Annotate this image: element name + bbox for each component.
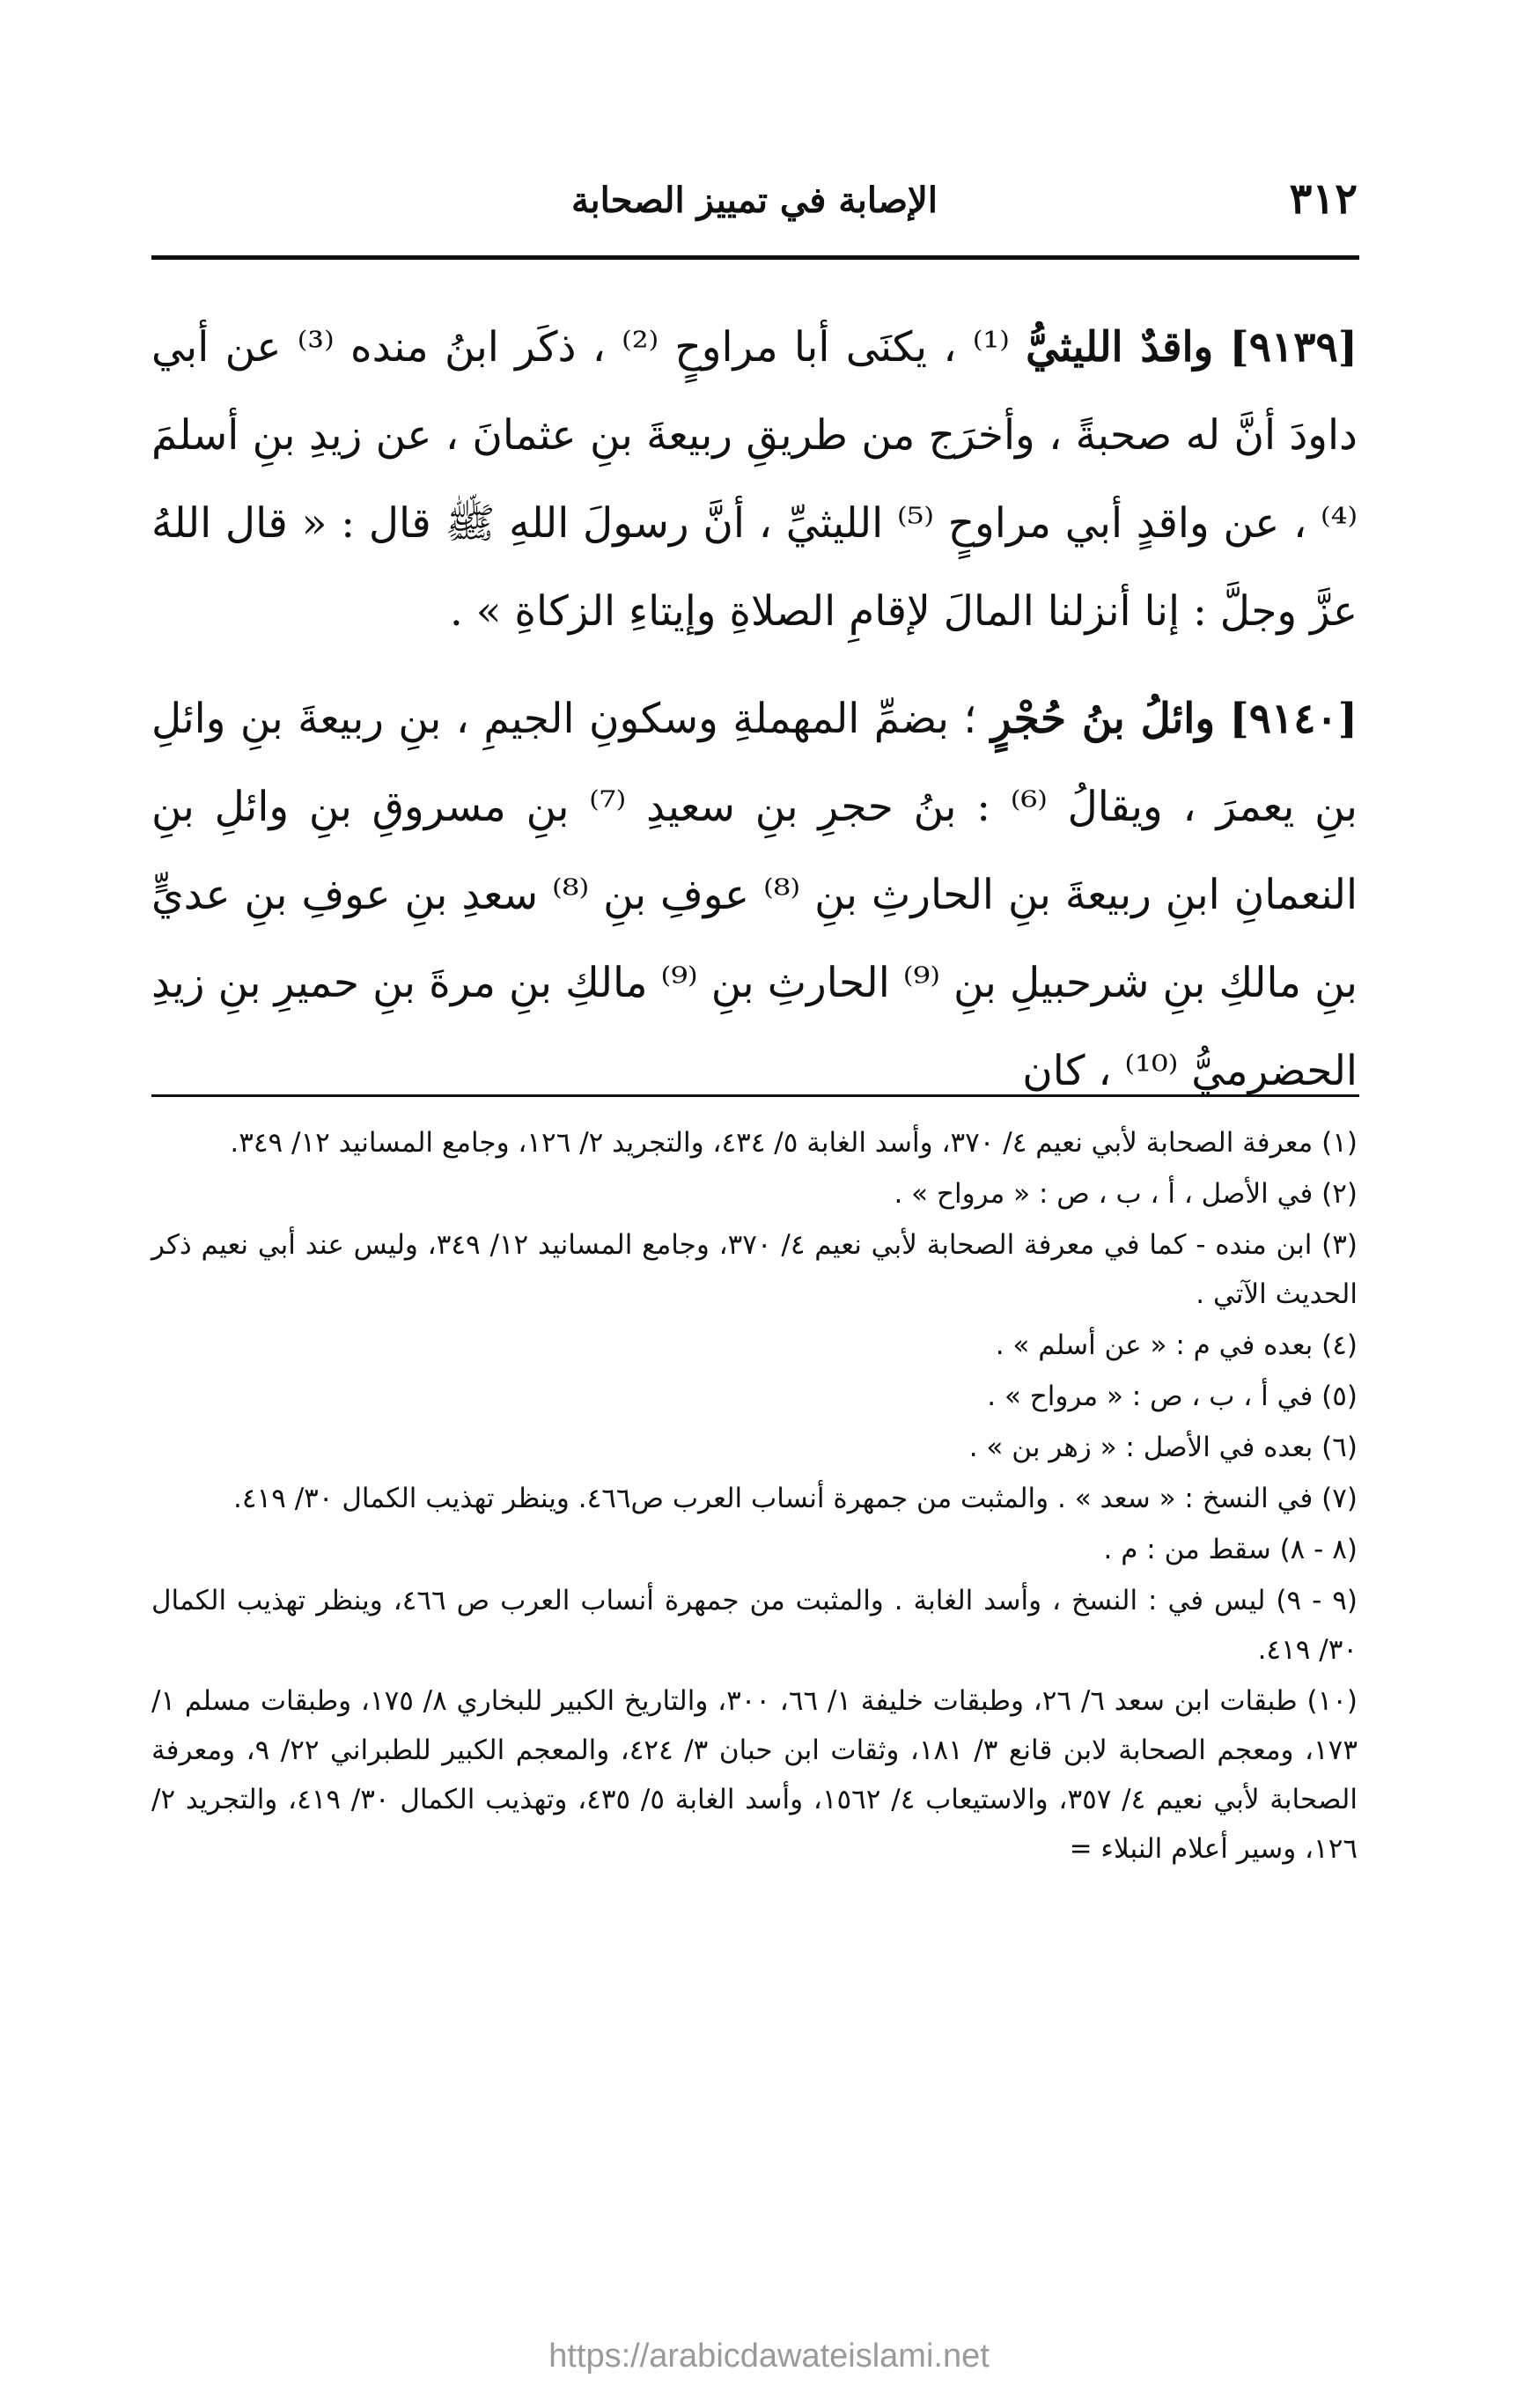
footnote: (٢) في الأصل ، أ ، ب ، ص : « مرواح » . [894,1178,1358,1210]
footnote: (٦) بعده في الأصل : « زهر بن » . [968,1432,1358,1463]
running-title: الإصابة في تمييز الصحابة [571,180,938,221]
footnote: (٣) ابن منده - كما في معرفة الصحابة لأبي نعيم ٤/ ٣٧٠، وجامع المسانيد ١٢/ ٣٤٩، وليس عند أبي نعيم ذكر الحديث الآتي . [151,1229,1358,1310]
footnote: (٩ - ٩) ليس في : النسخ ، وأسد الغابة . والمثبت من جمهرة أنساب العرب ص ٤٦٦، وينظر تهذيب الكمال ٣٠/ ٤١٩. [151,1585,1358,1666]
biography-entry [151,675,1358,1116]
entry-name: وائلُ بنُ حُجْرٍ [990,695,1216,743]
main-text [151,304,1358,1135]
footnotes [151,1118,1358,1875]
footnote: (٧) في النسخ : « سعد » . والمثبت من جمهرة أنساب العرب ص٤٦٦. وينظر تهذيب الكمال ٣٠/ ٤١٩. [233,1483,1358,1514]
page-number: ٣١٢ [1289,174,1358,224]
footnote: (٨ - ٨) سقط من : م . [1103,1534,1358,1565]
page-header [151,167,1358,255]
footnote: (١) معرفة الصحابة لأبي نعيم ٤/ ٣٧٠، وأسد الغابة ٥/ ٤٣٤، والتجريد ٢/ ١٢٦، وجامع المسانيد ١٢/ ٣٤٩. [230,1127,1358,1159]
header-rule [151,255,1359,260]
watermark-url: https://arabicdawateislami.net [548,2338,990,2375]
entry-number: [٩١٣٩] [1229,323,1358,372]
entry-text: ؛ بضمِّ المهملةِ وسكونِ الجيمِ ، بنِ ربيعةَ بنِ وائلِ بنِ يعمرَ ، ويقالُ ⁽⁶⁾ : بنُ حجرِ بنِ سعيدِ ⁽⁷⁾ بنِ مسروقِ بنِ وائلِ بنِ النعمانِ ابنِ ربيعةَ بنِ الحارثِ بنِ ⁽⁸⁾ عوفِ بنِ ⁽⁸⁾ سعدِ بنِ عوفِ بنِ عديٍّ بنِ مالكِ بنِ شرحبيلِ بنِ ⁽⁹⁾ الحارثِ بنِ ⁽⁹⁾ مالكِ بنِ مرةَ بنِ حميرِ بنِ زيدِ الحضرميُّ ⁽¹⁰⁾ ، كان [151,695,1358,1095]
biography-entry [151,304,1358,656]
footnote-separator [151,1094,1359,1097]
entry-number: [٩١٤٠] [1229,695,1358,743]
footnote: (٤) بعده في م : « عن أسلم » . [995,1329,1358,1361]
footnote: (١٠) طبقات ابن سعد ٦/ ٢٦، وطبقات خليفة ١/ ٦٦، ٣٠٠، والتاريخ الكبير للبخاري ٨/ ١٧٥، وطبقات مسلم ١/ ١٧٣، ومعجم الصحابة لابن قانع ٣/ ١٨١، وثقات ابن حبان ٣/ ٤٢٤، والمعجم الكبير للطبراني ٢٢/ ٩، ومعرفة الصحابة لأبي نعيم ٤/ ٣٥٧، والاستيعاب ٤/ ١٥٦٢، وأسد الغابة ٥/ ٤٣٥، وتهذيب الكمال ٣٠/ ٤١٩، والتجريد ٢/ ١٢٦، وسير أعلام النبلاء = [151,1685,1358,1865]
entry-text: ⁽¹⁾ ، يكنَى أبا مراوحٍ ⁽²⁾ ، ذكَر ابنُ منده ⁽³⁾ عن أبي داودَ أنَّ له صحبةً ، وأخرَج من طريقِ ربيعةَ بنِ عثمانَ ، عن زيدِ بنِ أسلمَ ⁽⁴⁾ ، عن واقدٍ أبي مراوحٍ ⁽⁵⁾ الليثيِّ ، أنَّ رسولَ اللهِ ﷺ قال : « قال اللهُ عزَّ وجلَّ : إنا أنزلنا المالَ لإقامِ الصلاةِ وإيتاءِ الزكاةِ » . [151,323,1358,636]
footnote: (٥) في أ ، ب ، ص : « مرواح » . [987,1381,1358,1412]
entry-name: واقدٌ الليثيُّ [1026,323,1214,372]
